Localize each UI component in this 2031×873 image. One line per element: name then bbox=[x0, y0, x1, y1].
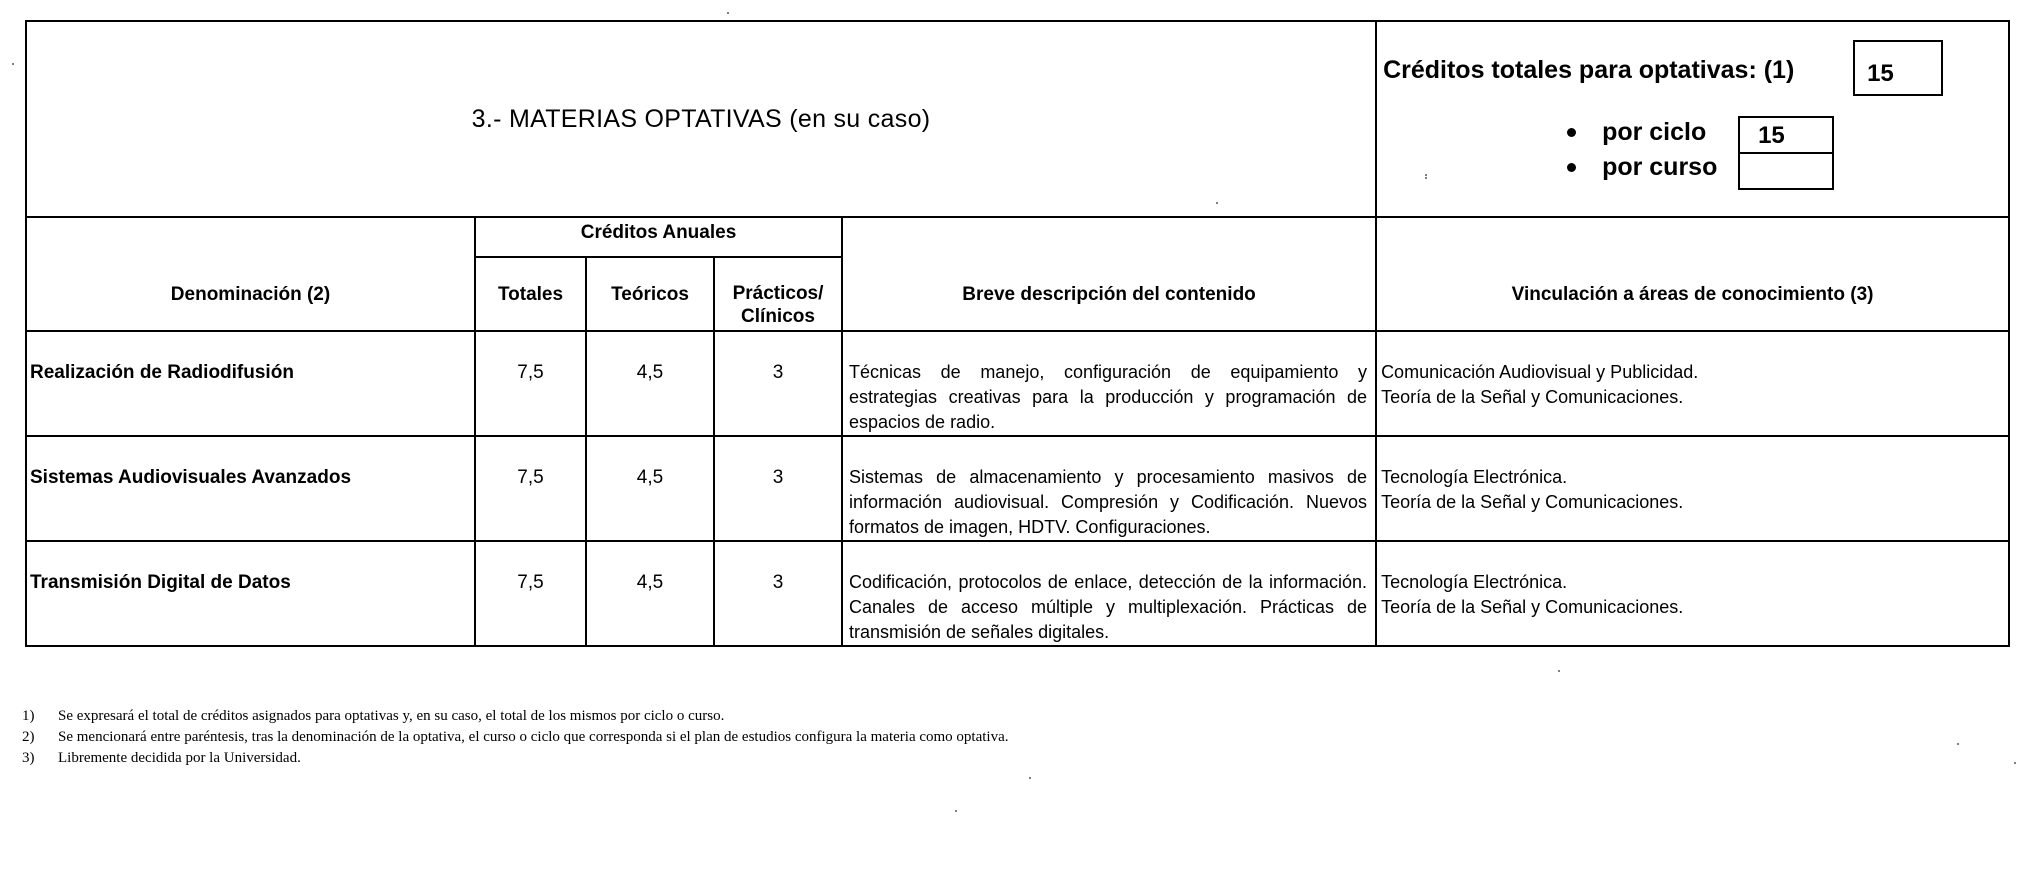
row-teoricos: 4,5 bbox=[586, 436, 714, 541]
col-totales: Totales bbox=[475, 257, 586, 331]
optativas-table bbox=[25, 20, 2010, 647]
row-area-2: Teoría de la Señal y Comunicaciones. bbox=[1381, 597, 1684, 617]
bullet-icon bbox=[1567, 163, 1576, 172]
section-title: 3.- MATERIAS OPTATIVAS (en su caso) bbox=[26, 21, 1376, 217]
row-name: Transmisión Digital de Datos bbox=[26, 541, 475, 646]
scan-speck bbox=[1957, 743, 1959, 745]
por-ciclo-value: 15 bbox=[1758, 122, 1785, 149]
section-header-row bbox=[26, 21, 2009, 217]
scan-speck bbox=[1425, 177, 1427, 179]
row-vinculacion bbox=[1376, 541, 2009, 646]
footnotes bbox=[22, 706, 1009, 769]
footnote-number: 2) bbox=[22, 729, 35, 745]
por-ciclo-box bbox=[1738, 116, 1834, 154]
col-descripcion: Breve descripción del contenido bbox=[842, 217, 1376, 331]
row-descripcion: Técnicas de manejo, configuración de equipamiento y estrategias creativas para la producción y programación de espacios de radio. bbox=[842, 331, 1376, 436]
footnote bbox=[22, 727, 1009, 748]
table-row bbox=[26, 331, 2009, 436]
credits-summary bbox=[1376, 21, 2009, 217]
footnote bbox=[22, 748, 1009, 769]
row-area-1: Tecnología Electrónica. bbox=[1381, 467, 1568, 487]
row-totales: 7,5 bbox=[475, 541, 586, 646]
row-name: Sistemas Audiovisuales Avanzados bbox=[26, 436, 475, 541]
table-row bbox=[26, 541, 2009, 646]
por-curso-label: por curso bbox=[1602, 153, 1718, 181]
credits-total-box bbox=[1853, 40, 1943, 96]
por-ciclo-label: por ciclo bbox=[1602, 118, 1707, 146]
por-ciclo-line bbox=[1567, 118, 1706, 147]
row-name: Realización de Radiodifusión bbox=[26, 331, 475, 436]
col-practicos-line2: Clínicos bbox=[741, 306, 815, 327]
row-totales: 7,5 bbox=[475, 331, 586, 436]
credits-total-label: Créditos totales para optativas: (1) bbox=[1383, 56, 1795, 84]
por-curso-box bbox=[1738, 152, 1834, 190]
footnote-text: Se expresará el total de créditos asignados para optativas y, en su caso, el total de los mismos por ciclo o curso. bbox=[58, 708, 725, 724]
row-vinculacion bbox=[1376, 331, 2009, 436]
scan-speck bbox=[1558, 670, 1560, 672]
scan-speck bbox=[1425, 174, 1427, 176]
scan-speck bbox=[727, 12, 729, 14]
row-descripcion: Sistemas de almacenamiento y procesamiento masivos de información audiovisual. Compresión y Codificación. Nuevos formatos de imagen, HDTV. Configuraciones. bbox=[842, 436, 1376, 541]
row-totales: 7,5 bbox=[475, 436, 586, 541]
col-creditos-anuales: Créditos Anuales bbox=[475, 217, 842, 257]
row-teoricos: 4,5 bbox=[586, 331, 714, 436]
bullet-icon bbox=[1567, 128, 1576, 137]
col-vinculacion: Vinculación a áreas de conocimiento (3) bbox=[1376, 217, 2009, 331]
footnote-number: 1) bbox=[22, 708, 35, 724]
col-denominacion: Denominación (2) bbox=[26, 217, 475, 331]
footnote-text: Libremente decidida por la Universidad. bbox=[58, 750, 301, 766]
row-descripcion: Codificación, protocolos de enlace, detección de la información. Canales de acceso múltiple y multiplexación. Prácticas de transmisión de señales digitales. bbox=[842, 541, 1376, 646]
por-curso-line bbox=[1567, 153, 1717, 182]
row-practicos: 3 bbox=[714, 331, 842, 436]
col-practicos bbox=[714, 257, 842, 331]
row-vinculacion bbox=[1376, 436, 2009, 541]
row-practicos: 3 bbox=[714, 541, 842, 646]
scan-speck bbox=[2014, 762, 2016, 764]
row-area-2: Teoría de la Señal y Comunicaciones. bbox=[1381, 387, 1684, 407]
col-practicos-line1: Prácticos/ bbox=[732, 283, 824, 304]
credits-total-value: 15 bbox=[1867, 60, 1894, 87]
scan-speck bbox=[955, 810, 957, 812]
scan-speck bbox=[1216, 202, 1218, 204]
table-row bbox=[26, 436, 2009, 541]
row-area-2: Teoría de la Señal y Comunicaciones. bbox=[1381, 492, 1684, 512]
scan-speck bbox=[12, 63, 14, 65]
column-header-row-1 bbox=[26, 217, 2009, 257]
footnote bbox=[22, 706, 1009, 727]
row-area-1: Tecnología Electrónica. bbox=[1381, 572, 1568, 592]
row-teoricos: 4,5 bbox=[586, 541, 714, 646]
footnote-number: 3) bbox=[22, 750, 35, 766]
row-practicos: 3 bbox=[714, 436, 842, 541]
row-area-1: Comunicación Audiovisual y Publicidad. bbox=[1381, 362, 1699, 382]
col-teoricos: Teóricos bbox=[586, 257, 714, 331]
footnote-text: Se mencionará entre paréntesis, tras la denominación de la optativa, el curso o ciclo que corresponda si el plan de estudios configura la materia como optativa. bbox=[58, 729, 1009, 745]
scan-speck bbox=[1029, 777, 1031, 779]
